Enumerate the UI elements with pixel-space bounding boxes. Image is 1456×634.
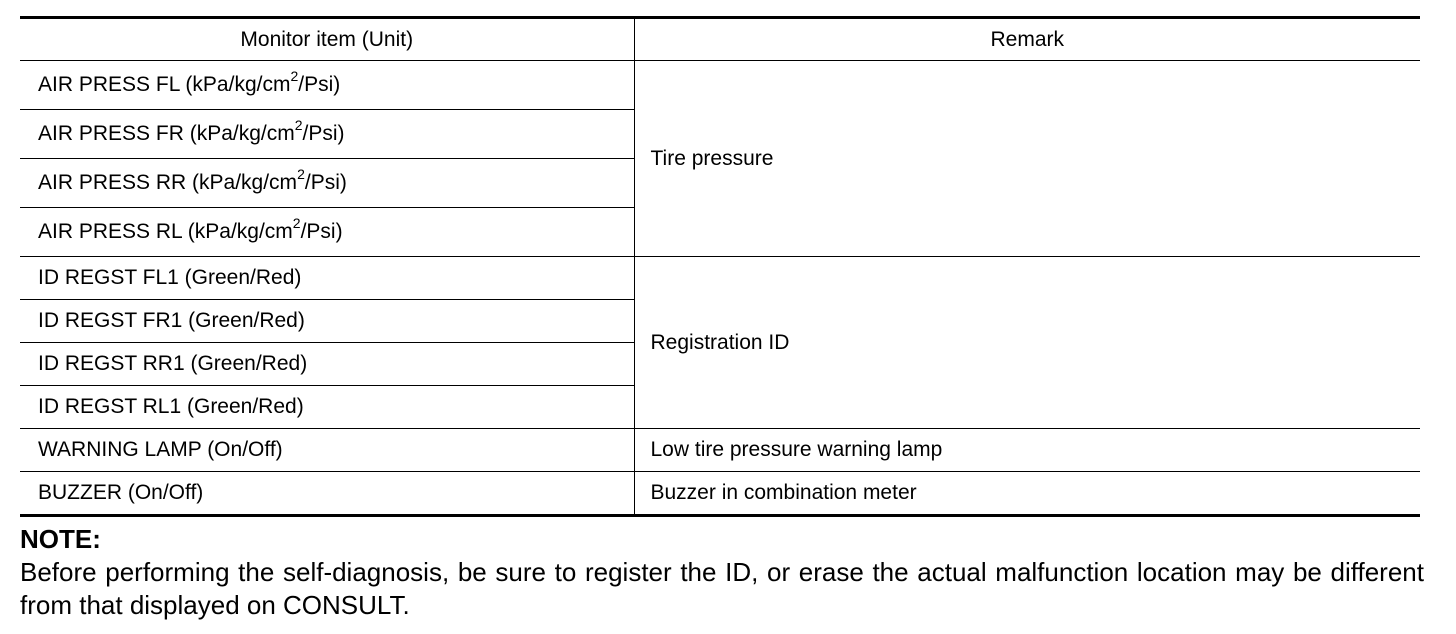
monitor-item-cell [20, 208, 634, 257]
unit-superscript: 2 [297, 166, 305, 182]
note-block [20, 523, 1424, 622]
monitor-item-label: AIR PRESS RL (kPa/kg/cm [38, 220, 293, 243]
monitor-item-cell: ID REGST RL1 (Green/Red) [20, 386, 634, 429]
remark-cell: Tire pressure [634, 61, 1420, 257]
table-header-row [20, 18, 1420, 61]
remark-cell: Buzzer in combination meter [634, 472, 1420, 516]
monitor-item-label: AIR PRESS FL (kPa/kg/cm [38, 73, 291, 96]
table-row [20, 472, 1420, 516]
monitor-item-cell [20, 61, 634, 110]
monitor-item-cell [20, 159, 634, 208]
document [20, 16, 1424, 622]
table-row [20, 61, 1420, 110]
monitor-item-label: AIR PRESS FR (kPa/kg/cm [38, 122, 295, 145]
table-row [20, 429, 1420, 472]
monitor-item-label: AIR PRESS RR (kPa/kg/cm [38, 171, 298, 194]
monitor-item-suffix: /Psi) [300, 220, 343, 243]
monitor-item-cell [20, 110, 634, 159]
note-text: Before performing the self-diagnosis, be sure to register the ID, or erase the actual malfunction location may be different from that displayed on CONSULT. [20, 557, 1424, 620]
unit-superscript: 2 [290, 68, 299, 84]
monitor-items-table [20, 16, 1420, 517]
monitor-item-suffix: /Psi) [302, 122, 345, 145]
header-monitor-item: Monitor item (Unit) [20, 18, 634, 61]
monitor-item-cell: ID REGST FR1 (Green/Red) [20, 300, 634, 343]
unit-superscript: 2 [292, 215, 301, 231]
monitor-item-cell: BUZZER (On/Off) [20, 472, 634, 516]
remark-cell: Low tire pressure warning lamp [634, 429, 1420, 472]
monitor-item-cell: ID REGST RR1 (Green/Red) [20, 343, 634, 386]
remark-cell: Registration ID [634, 257, 1420, 429]
note-title: NOTE: [20, 524, 101, 554]
monitor-item-suffix: /Psi) [304, 171, 347, 194]
monitor-item-suffix: /Psi) [298, 73, 341, 96]
monitor-item-cell: WARNING LAMP (On/Off) [20, 429, 634, 472]
unit-superscript: 2 [294, 117, 303, 133]
table-row [20, 257, 1420, 300]
monitor-item-cell: ID REGST FL1 (Green/Red) [20, 257, 634, 300]
header-remark: Remark [990, 27, 1064, 51]
